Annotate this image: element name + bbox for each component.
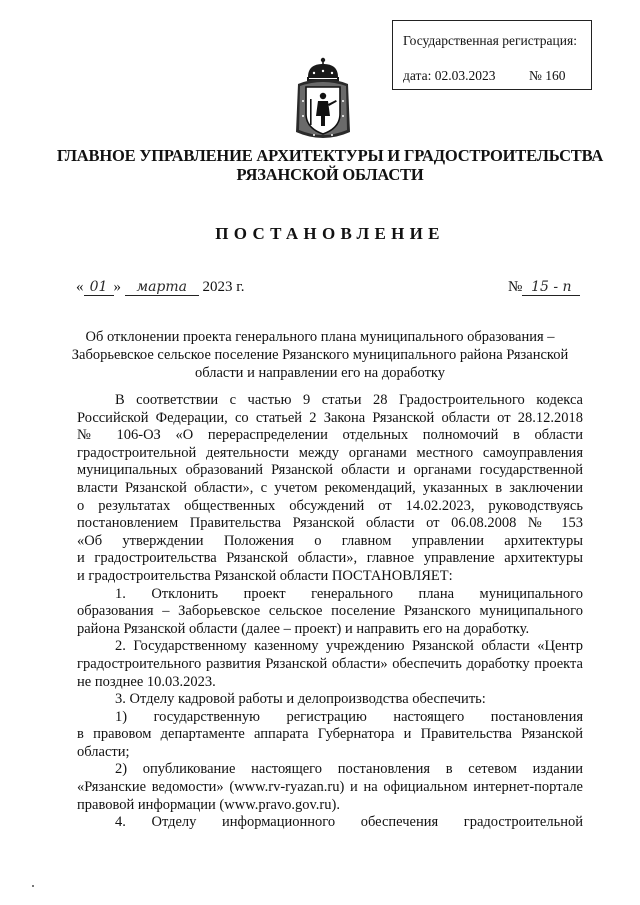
body-line: № 106-ОЗ «О перераспределении отдельных полномочий в области: [77, 427, 583, 444]
body-line: и градостроительства Рязанской области», главное управление архитектуры: [77, 550, 583, 567]
ryazan-coat-of-arms-icon: [294, 56, 352, 142]
scan-speck: [32, 885, 34, 887]
organization-name: [40, 146, 620, 184]
subject-line: Об отклонении проекта генерального плана муниципального образования –: [85, 329, 555, 345]
body-line: 1. Отклонить проект генерального плана муниципального: [115, 585, 583, 602]
document-date: [76, 279, 244, 296]
subject-line: Заборьевское сельское поселение Рязанского муниципального района Рязанской: [71, 347, 569, 363]
body-line: образования – Заборьевское сельское поселение Рязанского муниципального: [77, 603, 583, 620]
date-open-quote: «: [76, 279, 84, 295]
registration-number: № 160: [529, 68, 566, 83]
body-line: 3. Отделу кадровой работы и делопроизводства обеспечить:: [115, 691, 486, 708]
date-day: 01: [84, 280, 114, 296]
body-line: «Об утверждении Положения о главном управлении архитектуры: [77, 532, 583, 549]
body-line: постановлением Правительства Рязанской области от 06.08.2008 № 153: [77, 515, 583, 532]
body-line: 2) опубликование настоящего постановления в сетевом издании: [115, 761, 583, 778]
body-line: правовой информации (www.pravo.gov.ru).: [77, 796, 340, 813]
registration-stamp: [392, 20, 592, 90]
body-line: в правовом департаменте аппарата Губернатора и Правительства Рязанской: [77, 726, 583, 743]
date-close-quote: »: [113, 279, 121, 295]
body-line: 2. Государственному казенному учреждению Рязанской области «Центр: [115, 638, 583, 655]
body-line: муниципальных образований Рязанской области и органами государственной: [77, 462, 583, 479]
body-line: градостроительной деятельности между органами местного самоуправления: [77, 444, 583, 461]
body-line: «Рязанские ведомости» (www.rv-ryazan.ru) и на официальном интернет-портале: [77, 779, 583, 796]
body-line: В соответствии с частью 9 статьи 28 Градостроительного кодекса: [115, 392, 583, 408]
document-subject: [60, 328, 580, 382]
organization-line-2: РЯЗАНСКОЙ ОБЛАСТИ: [236, 165, 424, 184]
number-value: 15 - п: [522, 280, 580, 296]
date-year: 2023 г.: [202, 279, 245, 295]
body-line: района Рязанской области (далее – проект) и направить его на доработку.: [77, 620, 530, 637]
body-line: Российской Федерации, со статьей 2 Закона Рязанской области от 28.12.2018: [77, 409, 583, 426]
date-month: марта: [125, 280, 199, 296]
body-line: 1) государственную регистрацию настоящего постановления: [115, 708, 583, 725]
document-type: ПОСТАНОВЛЕНИЕ: [215, 224, 445, 243]
body-line: о результатах общественных обсуждений от 14.02.2023, руководствуясь: [77, 497, 583, 514]
body-line: власти Рязанской области», с учетом рекомендаций, указанных в заключении: [77, 479, 583, 496]
registration-date: дата: 02.03.2023: [403, 68, 496, 83]
body-line: градостроительного развития Рязанской области» обеспечить доработку проекта: [77, 655, 583, 672]
organization-line-1: ГЛАВНОЕ УПРАВЛЕНИЕ АРХИТЕКТУРЫ И ГРАДОСТРОИТЕЛЬСТВА: [56, 146, 604, 165]
registration-title: Государственная регистрация:: [403, 33, 577, 48]
number-prefix: №: [508, 279, 523, 295]
document-number: [508, 279, 580, 296]
document-body: [77, 392, 583, 832]
body-line: области;: [77, 743, 130, 760]
subject-line: области и направлении его на доработку: [194, 365, 446, 381]
body-line: и градостроительства Рязанской области ПОСТАНОВЛЯЕТ:: [77, 567, 453, 584]
body-line: 4. Отделу информационного обеспечения градостроительной: [115, 814, 583, 831]
body-line: не позднее 10.03.2023.: [77, 673, 216, 690]
